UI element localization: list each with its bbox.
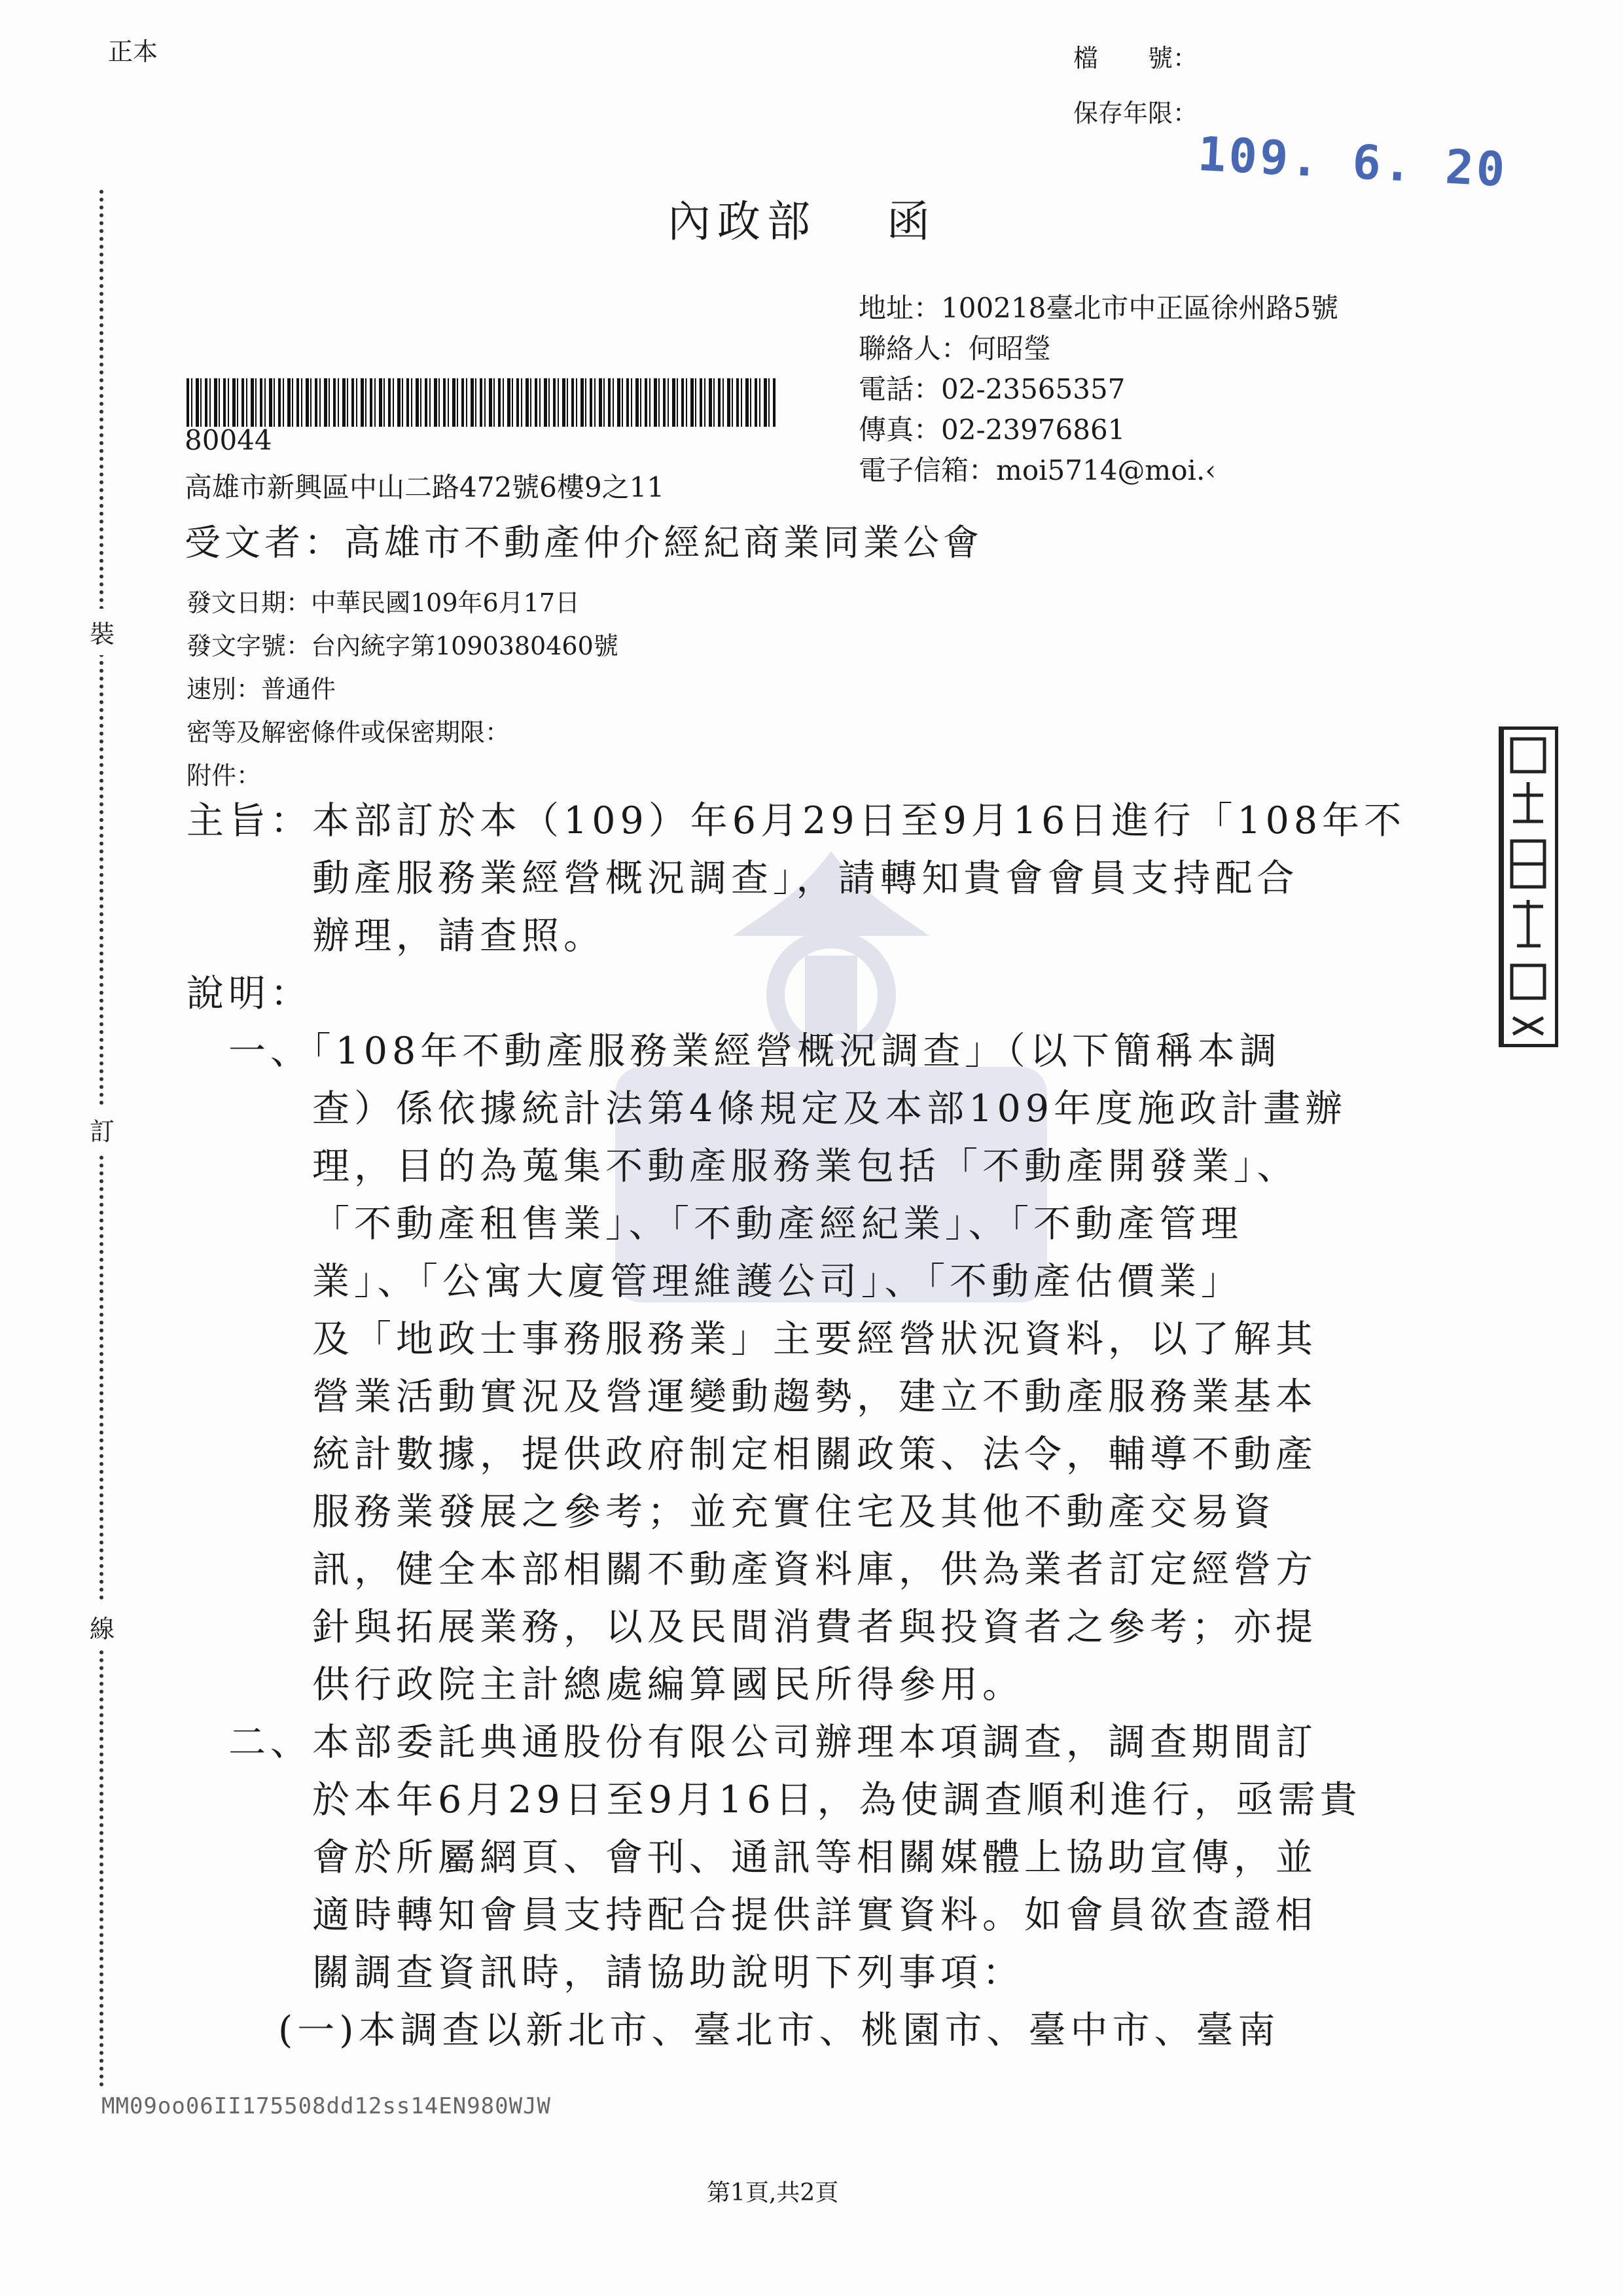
item1-line: 查）係依據統計法第4條規定及本部109年度施政計畫辦 xyxy=(312,1087,1347,1130)
subject-section xyxy=(187,792,1406,965)
explanation-item-2 xyxy=(187,1713,1406,2001)
recipient-address: 高雄市新興區中山二路472號6樓9之11 xyxy=(185,471,665,503)
attachments: 附件： xyxy=(187,761,262,790)
item2-line: 關調查資訊時，請協助說明下列事項： xyxy=(312,1951,1024,1994)
stamp-glyphs-icon xyxy=(1504,730,1555,1044)
item1-line: 營業活動實況及營運變動趨勢，建立不動產服務業基本 xyxy=(312,1375,1317,1418)
subject-line-1: 主旨：本部訂於本（109）年6月29日至9月16日進行「108年不 xyxy=(187,799,1406,842)
item2-subitem-1: (一)本調查以新北市、臺北市、桃園市、臺中市、臺南 xyxy=(278,2009,1280,2052)
item1-line: 「不動產租售業」、「不動產經紀業」、「不動產管理 xyxy=(312,1202,1243,1246)
sender-info xyxy=(859,288,1338,491)
sender-fax: 傳真：02-23976861 xyxy=(859,414,1126,446)
item1-line: 訊，健全本部相關不動產資料庫，供為業者訂定經營方 xyxy=(312,1548,1317,1591)
retention-period-label: 保存年限： xyxy=(1073,99,1198,128)
item1-line: 針與拓展業務，以及民間消費者與投資者之參考；亦提 xyxy=(312,1605,1317,1649)
received-date-stamp: 109. 6. 20 xyxy=(1196,126,1509,198)
sender-email: 電子信箱：moi5714@moi.‹ xyxy=(859,454,1217,486)
item1-line: 業」、「公寓大廈管理維護公司」、「不動產估價業」 xyxy=(312,1260,1243,1303)
tracking-code: MM09oo06II175508dd12ss14EN980WJW xyxy=(101,2093,552,2119)
document-meta xyxy=(187,581,618,797)
item1-line: 一、「108年不動產服務業經營概況調查」（以下簡稱本調 xyxy=(228,1030,1281,1073)
document-body xyxy=(187,792,1406,2059)
item1-line: 理，目的為蒐集不動產服務業包括「不動產開發業」、 xyxy=(312,1145,1299,1188)
page-info: 第1頁,共2頁 xyxy=(707,2179,839,2206)
binding-mark-xian: 線 xyxy=(82,1604,122,1650)
sender-address: 地址：100218臺北市中正區徐州路5號 xyxy=(859,292,1339,324)
item1-line: 統計數據，提供政府制定相關政策、法令，輔導不動產 xyxy=(312,1433,1317,1476)
postal-code: 80044 xyxy=(185,424,272,456)
document-title: 內政部 函 xyxy=(668,196,936,247)
item1-line: 及「地政士事務服務業」主要經營狀況資料，以了解其 xyxy=(312,1318,1317,1361)
original-copy-mark: 正本 xyxy=(108,37,158,66)
binding-mark-ding: 訂 xyxy=(82,1106,122,1153)
explanation-item-1 xyxy=(187,1022,1406,1713)
mail-barcode xyxy=(187,378,776,427)
item1-line: 供行政院主計總處編算國民所得參用。 xyxy=(312,1663,1024,1706)
item2-line: 二、本部委託典通股份有限公司辦理本項調查，調查期間訂 xyxy=(228,1721,1317,1764)
posted-online-stamp xyxy=(1499,726,1558,1047)
document-number: 發文字號：台內統字第1090380460號 xyxy=(187,632,618,660)
item1-line: 服務業發展之參考；並充實住宅及其他不動產交易資 xyxy=(312,1490,1275,1534)
sender-phone: 電話：02-23565357 xyxy=(859,373,1126,405)
urgency: 速別：普通件 xyxy=(187,675,336,704)
subject-line-2: 動產服務業經營概況調查」，請轉知貴會會員支持配合 xyxy=(312,857,1299,900)
recipient-line: 受文者：高雄市不動產仲介經紀商業同業公會 xyxy=(185,522,984,564)
binding-mark-zhuang: 裝 xyxy=(82,609,122,655)
item2-line: 於本年6月29日至9月16日，為使調查順利進行，亟需貴 xyxy=(312,1778,1362,1821)
subject-line-3: 辦理，請查照。 xyxy=(312,914,605,958)
file-number-label: 檔 號： xyxy=(1073,44,1198,73)
issue-date: 發文日期：中華民國109年6月17日 xyxy=(187,588,580,617)
item2-line: 適時轉知會員支持配合提供詳實資料。如會員欲查證相 xyxy=(312,1893,1317,1937)
confidentiality: 密等及解密條件或保密期限： xyxy=(187,718,510,747)
sender-contact-person: 聯絡人：何昭瑩 xyxy=(859,332,1052,365)
explanation-label: 說明： xyxy=(187,972,312,1015)
item2-line: 會於所屬網頁、會刊、通訊等相關媒體上協助宣傳，並 xyxy=(312,1836,1317,1879)
